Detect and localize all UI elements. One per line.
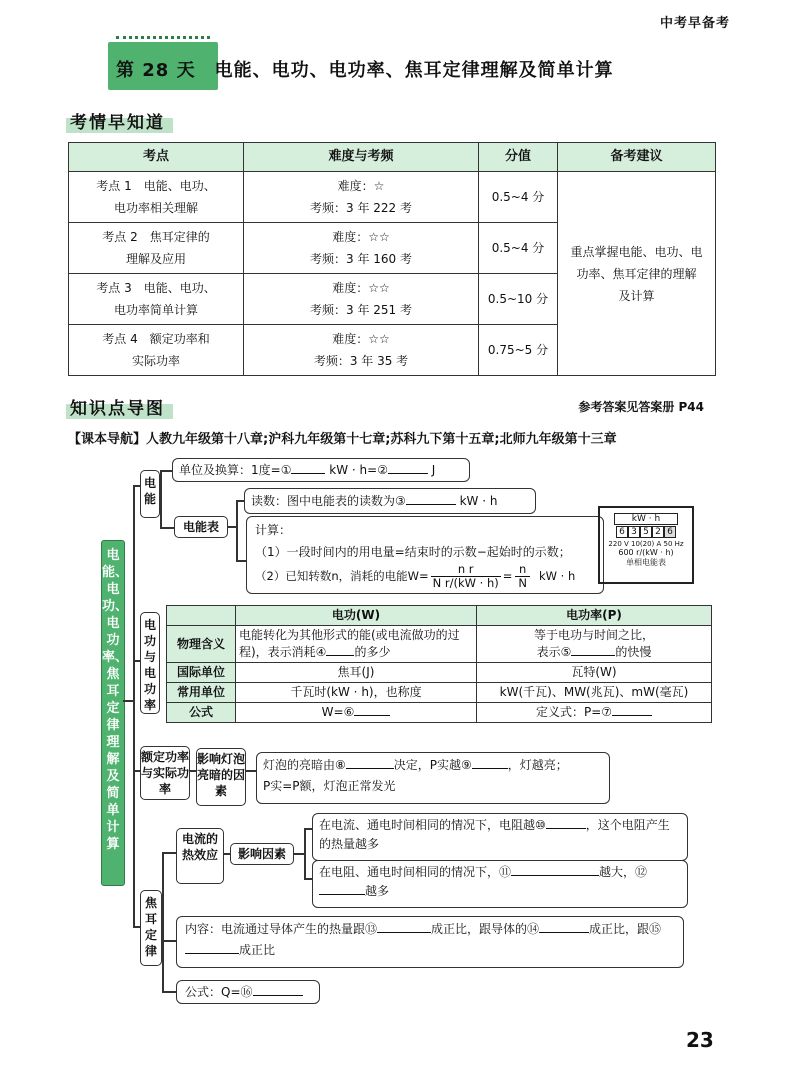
joule-formula-box: 公式：Q=⑯	[176, 980, 320, 1004]
connector	[162, 940, 176, 942]
table-row-diff: 难度：☆☆ 考频：3 年 160 考	[244, 223, 479, 274]
meter-name: 单相电能表	[626, 558, 666, 567]
connector	[162, 852, 164, 992]
table-row-diff: 难度：☆☆ 考频：3 年 35 考	[244, 325, 479, 376]
connector	[304, 878, 312, 880]
reading-box: 读数：图中电能表的读数为③ kW · h	[244, 488, 536, 514]
row-formula: 公式	[167, 703, 236, 723]
col-power: 电功率(P)	[477, 606, 712, 626]
advice-cell: 重点掌握电能、电功、电 功率、焦耳定律的理解 及计算	[558, 172, 716, 376]
connector	[304, 828, 312, 830]
textbook-nav: 【课本导航】人教九年级第十八章;沪科九年级第十七章;苏科九下第十五章;北师九年级第十三章	[68, 432, 617, 447]
table-row-score: 0.75~5 分	[479, 325, 558, 376]
connector	[162, 852, 176, 854]
header-corner: 中考早备考	[659, 16, 730, 31]
th-advice: 备考建议	[558, 143, 716, 172]
node-rated-power: 额定功率与实际功率	[140, 746, 190, 800]
connector	[236, 500, 238, 560]
table-row-diff: 难度：☆☆ 考频：3 年 251 考	[244, 274, 479, 325]
table-row-diff: 难度：☆ 考频：3 年 222 考	[244, 172, 479, 223]
unit-conversion-box: 单位及换算：1度=① kW · h=② J	[172, 458, 470, 482]
meter-digits: 6 3 5 2 6	[600, 526, 692, 538]
row-si-unit: 国际单位	[167, 663, 236, 683]
row-meaning: 物理含义	[167, 626, 236, 663]
node-electric-meter: 电能表	[174, 516, 228, 538]
meter-unit: kW · h	[614, 513, 678, 525]
table-row-point: 考点 2 焦耳定律的 理解及应用	[69, 223, 244, 274]
factor-current-box: 在电阻、通电时间相同的情况下，⑪ 越大，⑫越多	[312, 860, 688, 908]
connector	[162, 991, 176, 993]
node-electric-energy: 电能	[140, 470, 160, 518]
answer-reference: 参考答案见答案册 P44	[578, 400, 704, 414]
connector	[304, 828, 306, 878]
connector	[246, 770, 256, 772]
node-heat-effect: 电流的热效应	[176, 828, 224, 884]
meter-rev: 600 r/(kW · h)	[618, 548, 674, 557]
section-heading-exam: 考情早知道	[66, 108, 173, 133]
node-influence-factors: 影响因素	[230, 843, 294, 865]
col-work: 电功(W)	[236, 606, 477, 626]
electric-meter-image	[598, 506, 694, 584]
row-common-unit: 常用单位	[167, 683, 236, 703]
node-brightness-factor: 影响灯泡亮暗的因素	[196, 748, 246, 806]
connector	[133, 485, 135, 927]
work-power-table: 电功(W) 电功率(P) 物理含义 电能转化为其他形式的能(或电流做功的过程)，表示消耗④ 的多少 等于电功与时间之比， 表示⑤ 的快慢 国际单位 焦耳(J) 瓦特(W) 常用单位 千瓦时(kW · h)，也称度 kW(千瓦)、MW(兆瓦)、mW(毫瓦) 公式 W=⑥ 定义式：P=⑦	[166, 605, 712, 723]
table-row-score: 0.5~4 分	[479, 223, 558, 274]
title-day: 第 28 天	[116, 60, 196, 81]
joule-content-box: 内容：电流通过导体产生的热量跟⑬ 成正比，跟导体的⑭ 成正比，跟⑮成正比	[176, 916, 684, 968]
section-heading-map: 知识点导图	[66, 394, 173, 419]
th-difficulty: 难度与考频	[244, 143, 479, 172]
node-joule-law: 焦耳定律	[140, 890, 162, 966]
th-score: 分值	[479, 143, 558, 172]
exam-table	[68, 142, 716, 376]
factor-resistance-box: 在电流、通电时间相同的情况下，电阻越⑩ ，这个电阻产生的热量越多	[312, 813, 688, 861]
meter-spec: 220 V 10(20) A 50 Hz	[608, 540, 684, 548]
table-row-score: 0.5~4 分	[479, 172, 558, 223]
connector	[236, 560, 246, 562]
connector	[160, 470, 162, 528]
node-work-power: 电功与电功率	[140, 612, 160, 714]
table-row-point: 考点 3 电能、电功、 电功率简单计算	[69, 274, 244, 325]
calculation-box: 计算： （1）一段时间内的用电量=结束时的示数−起始时的示数； （2）已知转数n，消耗的电能W= $\frac{\text{n r}}{\text{N r/(kW · h)}}$ = $\frac{n}{N}$ kW · h	[246, 516, 604, 594]
connector	[123, 700, 133, 702]
connector	[160, 527, 174, 529]
mindmap-root: 电能、电功、电功率、焦耳定律理解及简单计算	[101, 540, 125, 886]
connector	[160, 470, 172, 472]
title-text: 电能、电功、电功率、焦耳定律理解及简单计算	[214, 60, 614, 81]
table-row-score: 0.5~10 分	[479, 274, 558, 325]
connector	[236, 500, 244, 502]
page-number: 23	[686, 1028, 714, 1052]
page-title	[116, 56, 614, 82]
connector	[294, 853, 304, 855]
brightness-box: 灯泡的亮暗由⑧ 决定，P实越⑨ ，灯越亮； P实=P额，灯泡正常发光	[256, 752, 610, 804]
th-point: 考点	[69, 143, 244, 172]
table-row-point: 考点 1 电能、电功、 电功率相关理解	[69, 172, 244, 223]
table-row-point: 考点 4 额定功率和 实际功率	[69, 325, 244, 376]
connector	[228, 526, 236, 528]
